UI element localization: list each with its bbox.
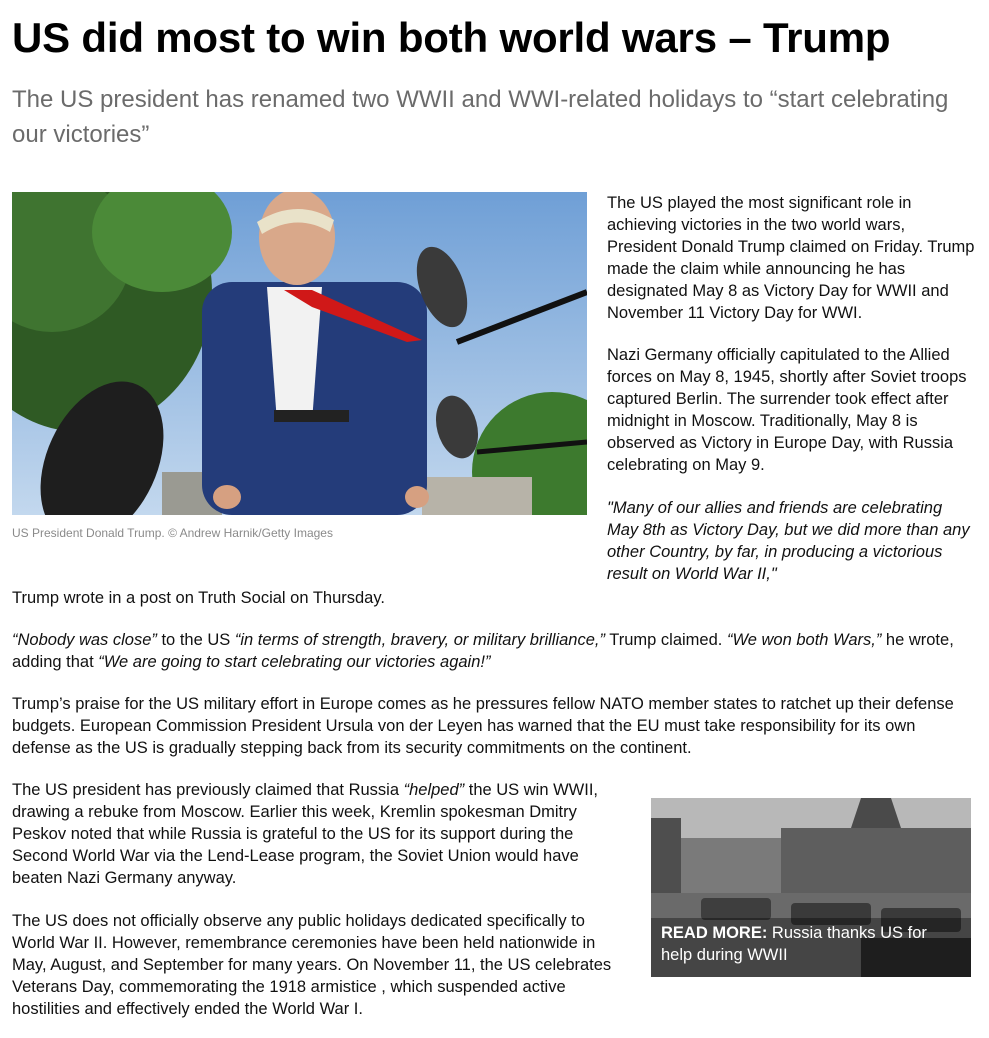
paragraph-1: The US played the most significant role in achieving victories in the two world wars, President Donald Trump claimed on Friday. Trump made the claim while announcing he has designated May 8 as Victory Day for WWII and November 11 Victory Day for WWI. bbox=[607, 194, 975, 322]
paragraph-6 bbox=[12, 779, 617, 889]
quote-celebrating: “We are going to start celebrating our victories again!” bbox=[98, 653, 491, 671]
read-more-label: READ MORE: bbox=[661, 924, 768, 942]
trump-photo bbox=[12, 192, 587, 515]
paragraph-4 bbox=[12, 629, 977, 673]
image-caption: US President Donald Trump. © Andrew Harnik/Getty Images bbox=[12, 526, 333, 540]
text-segment: he wrote, adding that bbox=[12, 631, 954, 671]
article-subhead: The US president has renamed two WWII and WWI-related holidays to “start celebrating our victories” bbox=[12, 86, 949, 148]
paragraph-5: Trump’s praise for the US military effort in Europe comes as he pressures fellow NATO member states to ratchet up their defense budgets. European Commission President Ursula von der Leyen has warned that the EU must take responsibility for its own defense as the US is gradually stepping back from its security commitments on the continent. bbox=[12, 695, 954, 757]
article-headline: US did most to win both world wars – Trump bbox=[12, 14, 891, 61]
read-more-card[interactable] bbox=[651, 798, 971, 977]
quote-helped: “helped” bbox=[403, 781, 465, 799]
quote-won-wars: “We won both Wars,” bbox=[726, 631, 882, 649]
read-more-title: Russia thanks US for help during WWII bbox=[661, 924, 927, 964]
paragraph-2: Nazi Germany officially capitulated to the Allied forces on May 8, 1945, shortly after Soviet troops captured Berlin. The surrender took effect after midnight in Moscow. Traditionally, May 8 is observed as Victory in Europe Day, with Russia celebrating on May 9. bbox=[607, 346, 967, 474]
text-segment: Trump claimed. bbox=[605, 631, 727, 649]
paragraph-7: The US does not officially observe any public holidays dedicated specifically to World War II. However, remembrance ceremonies have been held nationwide in May, August, and September for many years. On November 11, the US celebrates Veterans Day, commemorating the 1918 armistice , which suspended active hostilities and effectively ended the World War I. bbox=[12, 912, 612, 1018]
quote-truth-social bbox=[607, 497, 977, 585]
quote-nobody-close: “Nobody was close” bbox=[12, 631, 157, 649]
text-segment: The US president has previously claimed that Russia bbox=[12, 781, 404, 799]
quote-strength: “in terms of strength, bravery, or military brilliance,” bbox=[234, 631, 605, 649]
text-segment: the US win WWII, drawing a rebuke from Moscow. Earlier this week, Kremlin spokesman Dmitry Peskov noted that while Russia is grateful to the US for its support during the Second World War via the Lend-Lease program, the Soviet Union would have beaten Nazi Germany anyway. bbox=[12, 781, 599, 887]
quote-attribution: Trump wrote in a post on Truth Social on Thursday. bbox=[12, 589, 385, 607]
text-segment: to the US bbox=[156, 631, 235, 649]
read-more-link[interactable] bbox=[661, 922, 961, 966]
quote-text: "Many of our allies and friends are celebrating May 8th as Victory Day, but we did more than any other Country, by far, in producing a victorious result on World War II," bbox=[607, 499, 970, 583]
